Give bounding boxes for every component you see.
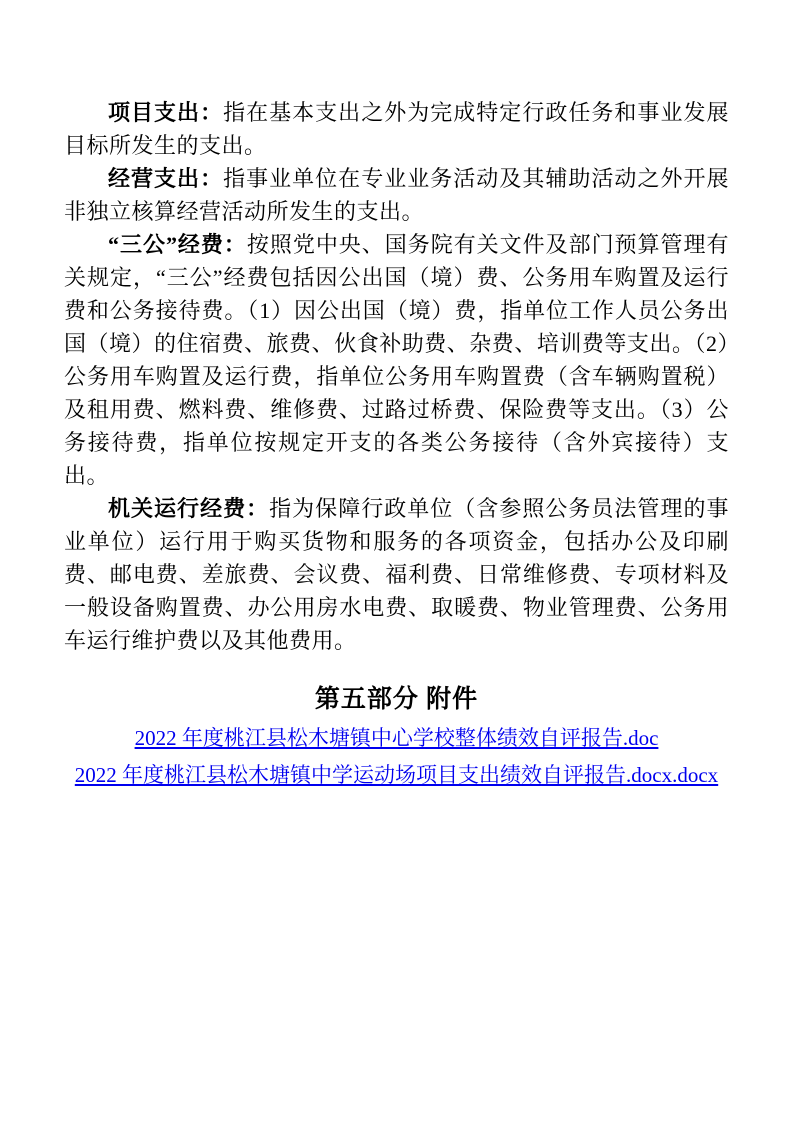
section-heading: 第五部分 附件 [314, 686, 479, 713]
term-label: 经营支出： [108, 166, 224, 191]
term-label: 项目支出： [108, 100, 224, 125]
definition-text: 按照党中央、国务院有关文件及部门预算管理有关规定，“三公”经费包括因公出国（境）费、公务用车购置及运行费和公务接待费。（1）因公出国（境）费，指单位工作人员公务出国（境）的住宿费、旅费、伙食补助费、杂费、培训费等支出。（2）公务用车购置及运行费，指单位公务用车购置费（含车辆购置税）及租用费、燃料费、维修费、过路过桥费、保险费等支出。（3）公务接待费，指单位按规定开支的各类公务接待（含外宾接待）支出。 [64, 232, 729, 488]
definition-text: 指为保障行政单位（含参照公务员法管理的事业单位）运行用于购买货物和服务的各项资金，包括办公及印刷费、邮电费、差旅费、会议费、福利费、日常维修费、专项材料及一般设备购置费、办公用房水电费、取暖费、物业管理费、公务用车运行维护费以及其他费用。 [64, 496, 729, 653]
attachments-list [64, 721, 729, 795]
term-label: “三公”经费： [108, 232, 247, 257]
paragraph-operating-expenditure [64, 162, 729, 228]
attachment-link-central-school-report[interactable]: 2022 年度桃江县松木塘镇中心学校整体绩效自评报告.doc [134, 726, 659, 750]
attachment-link-middle-school-sports-field-report[interactable]: 2022 年度桃江县松木塘镇中学运动场项目支出绩效自评报告.docx.docx [74, 763, 719, 787]
attachment-line [64, 721, 729, 758]
definition-text: 指在基本支出之外为完成特定行政任务和事业发展目标所发生的支出。 [64, 100, 729, 158]
term-label: 机关运行经费： [108, 496, 270, 521]
paragraph-three-public-funds [64, 228, 729, 492]
definitions-section [64, 96, 729, 657]
paragraph-agency-operating-funds [64, 492, 729, 657]
attachment-line [64, 758, 729, 795]
definition-text: 指事业单位在专业业务活动及其辅助活动之外开展非独立核算经营活动所发生的支出。 [64, 166, 729, 224]
paragraph-project-expenditure [64, 96, 729, 162]
